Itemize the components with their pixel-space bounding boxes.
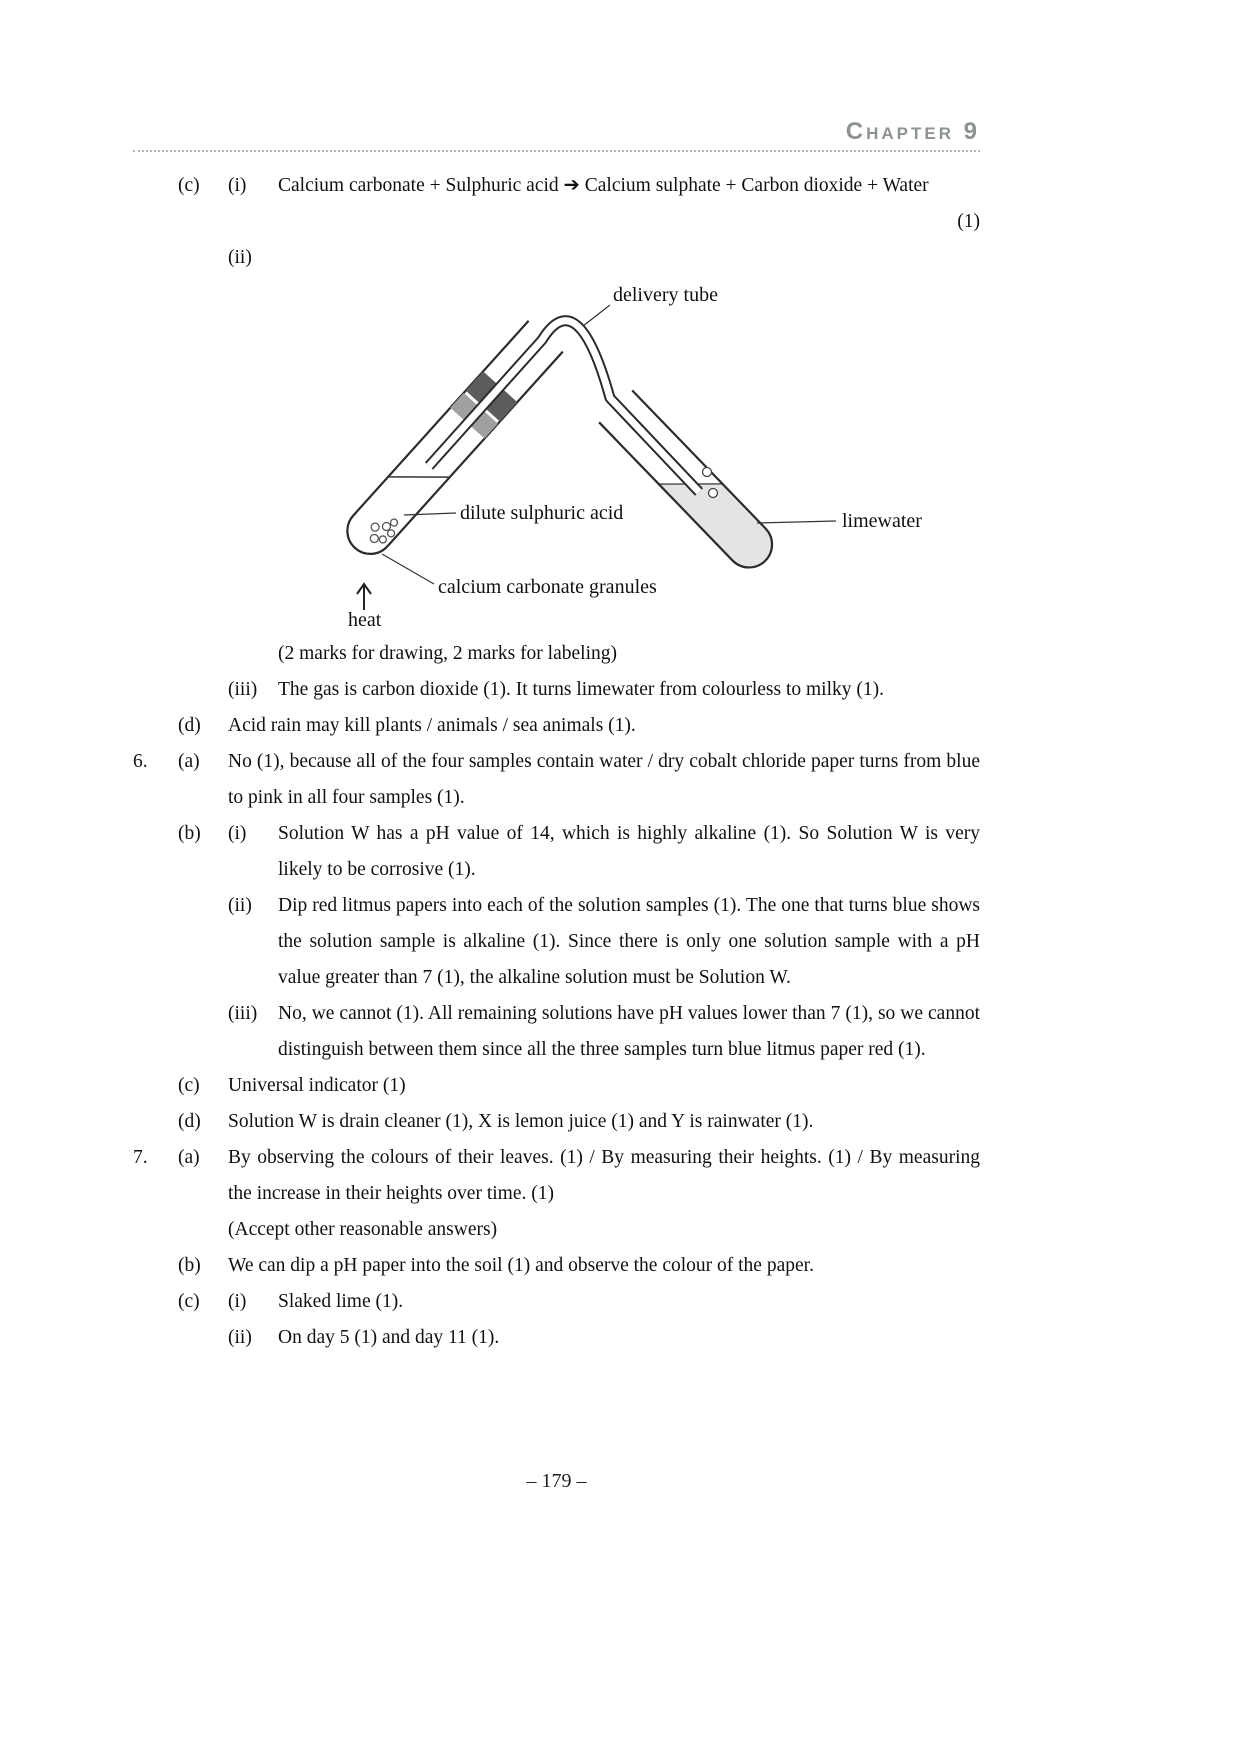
page-number: – 179 – — [526, 1470, 587, 1492]
answer-row — [133, 888, 980, 996]
subpart-label: (iii) — [228, 679, 258, 700]
answer-text: We can dip a pH paper into the soil (1) and observe the colour of the paper. — [228, 1255, 814, 1276]
page-content — [0, 118, 1241, 1356]
answer-row — [133, 1284, 980, 1320]
number-spacer — [133, 708, 178, 744]
number-spacer — [133, 816, 178, 888]
leader-calcium-carbonate-granules — [382, 554, 434, 584]
answer-text — [278, 240, 980, 276]
subpart-label: (ii) — [228, 895, 252, 916]
letter-spacer — [178, 888, 228, 996]
answer-row — [133, 1104, 980, 1140]
number-spacer — [133, 888, 178, 996]
number-spacer — [133, 1212, 178, 1248]
number-spacer — [133, 672, 178, 708]
chapter-header: Chapter 9 — [845, 118, 980, 145]
diagram-label-delivery-tube: delivery tube — [613, 284, 718, 306]
answer-text: Calcium carbonate + Sulphuric acid ➔ Calcium sulphate + Carbon dioxide + Water — [278, 175, 929, 196]
apparatus-diagram — [280, 276, 960, 636]
answer-text: On day 5 (1) and day 11 (1). — [278, 1327, 500, 1348]
answer-text: Slaked lime (1). — [278, 1291, 404, 1312]
letter-spacer — [178, 636, 228, 672]
number-spacer — [133, 240, 178, 276]
part-label: (c) — [178, 175, 200, 196]
part-label: (a) — [178, 1147, 200, 1168]
leader-delivery-tube — [583, 305, 610, 326]
letter-spacer — [178, 1212, 228, 1248]
answer-text: No, we cannot (1). All remaining solutions have pH values lower than 7 (1), so we cannot distinguish between them since all the three samples turn blue litmus paper red (1). — [278, 1003, 980, 1060]
answer-text: Solution W has a pH value of 14, which is highly alkaline (1). So Solution W is very likely to be corrosive (1). — [278, 823, 980, 880]
answer-text: Universal indicator (1) — [228, 1075, 406, 1096]
part-label: (b) — [178, 1255, 201, 1276]
number-spacer — [133, 204, 178, 240]
answer-row — [133, 744, 980, 816]
leader-limewater — [757, 521, 836, 523]
letter-spacer — [178, 240, 228, 276]
answer-row — [133, 1320, 980, 1356]
part-label: (b) — [178, 823, 201, 844]
diagram-label-calcium-carbonate-granules: calcium carbonate granules — [438, 576, 657, 598]
answer-row — [133, 672, 980, 708]
question-number: 6. — [133, 751, 148, 772]
roman-spacer — [228, 204, 278, 240]
subpart-label: (iii) — [228, 1003, 258, 1024]
diagram-label-heat: heat — [348, 609, 382, 631]
diagram-label-dilute-sulphuric-acid: dilute sulphuric acid — [460, 502, 624, 524]
answer-row — [133, 1212, 980, 1248]
mark-label: (1) — [957, 211, 980, 232]
letter-spacer — [178, 1320, 228, 1356]
roman-spacer — [228, 636, 278, 672]
number-spacer — [133, 1104, 178, 1140]
mark-row — [133, 204, 980, 240]
number-spacer — [133, 1320, 178, 1356]
answer-text: The gas is carbon dioxide (1). It turns limewater from colourless to milky (1). — [278, 679, 884, 700]
answer-row — [133, 168, 980, 204]
number-spacer — [133, 1248, 178, 1284]
number-spacer — [133, 996, 178, 1068]
letter-spacer — [178, 204, 228, 240]
part-label: (d) — [178, 1111, 201, 1132]
answer-text: No (1), because all of the four samples contain water / dry cobalt chloride paper turns from blue to pink in all four samples (1). — [228, 751, 980, 808]
subpart-label: (i) — [228, 175, 247, 196]
subpart-label: (ii) — [228, 247, 252, 268]
answer-row — [133, 816, 980, 888]
number-spacer — [133, 636, 178, 672]
answer-text: Dip red litmus papers into each of the solution samples (1). The one that turns blue shows the solution sample is alkaline (1). Since there is only one solution sample with a pH value greater than 7 (1), the alkaline solution must be Solution W. — [278, 895, 980, 988]
answer-row — [133, 1140, 980, 1212]
number-spacer — [133, 1284, 178, 1320]
answer-text: By observing the colours of their leaves. (1) / By measuring their heights. (1) / By measuring the increase in their heights over time. (1) — [228, 1147, 980, 1204]
answer-text: Acid rain may kill plants / animals / sea animals (1). — [228, 715, 636, 736]
heat-arrow-icon — [357, 584, 371, 610]
letter-spacer — [178, 672, 228, 708]
divider-dotted — [133, 150, 980, 152]
answer-text: Solution W is drain cleaner (1), X is lemon juice (1) and Y is rainwater (1). — [228, 1111, 814, 1132]
answer-row — [133, 240, 980, 276]
number-spacer — [133, 168, 178, 204]
answer-row — [133, 708, 980, 744]
letter-spacer — [178, 996, 228, 1068]
marks-note: (2 marks for drawing, 2 marks for labeling) — [278, 643, 617, 664]
subpart-label: (i) — [228, 1291, 247, 1312]
answer-row — [133, 996, 980, 1068]
part-label: (a) — [178, 751, 200, 772]
answer-row — [133, 1248, 980, 1284]
part-label: (d) — [178, 715, 201, 736]
answer-row — [133, 1068, 980, 1104]
number-spacer — [133, 1068, 178, 1104]
part-label: (c) — [178, 1075, 200, 1096]
subpart-label: (ii) — [228, 1327, 252, 1348]
answer-row — [133, 636, 980, 672]
diagram-label-limewater: limewater — [842, 510, 922, 532]
part-label: (c) — [178, 1291, 200, 1312]
subpart-label: (i) — [228, 823, 247, 844]
question-number: 7. — [133, 1147, 148, 1168]
note-text: (Accept other reasonable answers) — [228, 1219, 498, 1240]
